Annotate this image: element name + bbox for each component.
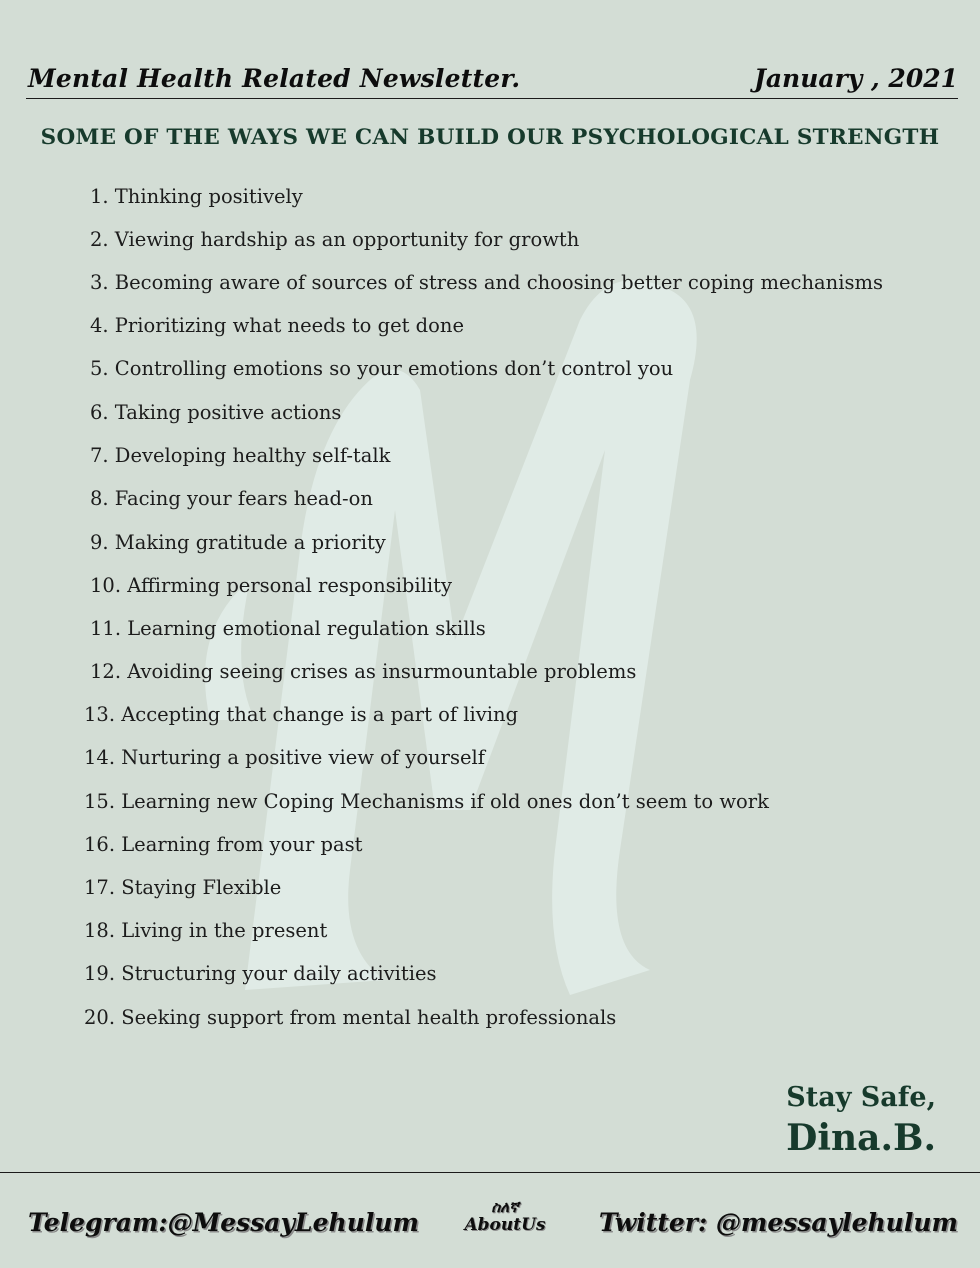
about-us-label: AboutUs bbox=[464, 1215, 546, 1235]
list-item: 16. Learning from your past bbox=[84, 833, 363, 856]
list-item: 15. Learning new Coping Mechanisms if old ones don’t seem to work bbox=[84, 790, 769, 813]
list-item: 11. Learning emotional regulation skills bbox=[90, 617, 486, 640]
list-item: 17. Staying Flexible bbox=[84, 876, 282, 899]
list-item: 8. Facing your fears head-on bbox=[90, 487, 373, 510]
list-item: 9. Making gratitude a priority bbox=[90, 531, 386, 554]
list-item: 12. Avoiding seeing crises as insurmountable problems bbox=[90, 660, 637, 683]
list-item: 1. Thinking positively bbox=[90, 185, 303, 208]
signoff bbox=[786, 1082, 936, 1159]
about-us-link[interactable] bbox=[455, 1198, 555, 1234]
newsletter-header bbox=[26, 62, 958, 99]
list-item: 18. Living in the present bbox=[84, 919, 328, 942]
signoff-greeting: Stay Safe, bbox=[786, 1082, 936, 1113]
list-item: 3. Becoming aware of sources of stress and choosing better coping mechanisms bbox=[90, 271, 883, 294]
list-item: 7. Developing healthy self-talk bbox=[90, 444, 391, 467]
list-item: 5. Controlling emotions so your emotions don’t control you bbox=[90, 357, 674, 380]
newsletter-title: Mental Health Related Newsletter. bbox=[28, 64, 521, 93]
about-us-amharic: ስለኛ bbox=[491, 1198, 519, 1216]
list-item: 13. Accepting that change is a part of living bbox=[84, 703, 519, 726]
author-name: Dina.B. bbox=[786, 1117, 936, 1159]
list-item: 4. Prioritizing what needs to get done bbox=[90, 314, 464, 337]
twitter-handle[interactable]: Twitter: @messaylehulum bbox=[598, 1208, 958, 1237]
list-item: 10. Affirming personal responsibility bbox=[90, 574, 452, 597]
list-item: 14. Nurturing a positive view of yourself bbox=[84, 746, 485, 769]
list-item: 19. Structuring your daily activities bbox=[84, 962, 437, 985]
list-item: 20. Seeking support from mental health professionals bbox=[84, 1006, 617, 1029]
list-item: 2. Viewing hardship as an opportunity for growth bbox=[90, 228, 580, 251]
issue-date: January , 2021 bbox=[754, 64, 958, 93]
list-item: 6. Taking positive actions bbox=[90, 401, 342, 424]
telegram-handle[interactable]: Telegram:@MessayLehulum bbox=[28, 1208, 419, 1237]
page-headline: SOME OF THE WAYS WE CAN BUILD OUR PSYCHOLOGICAL STRENGTH bbox=[40, 125, 940, 150]
footer-divider bbox=[0, 1172, 980, 1173]
